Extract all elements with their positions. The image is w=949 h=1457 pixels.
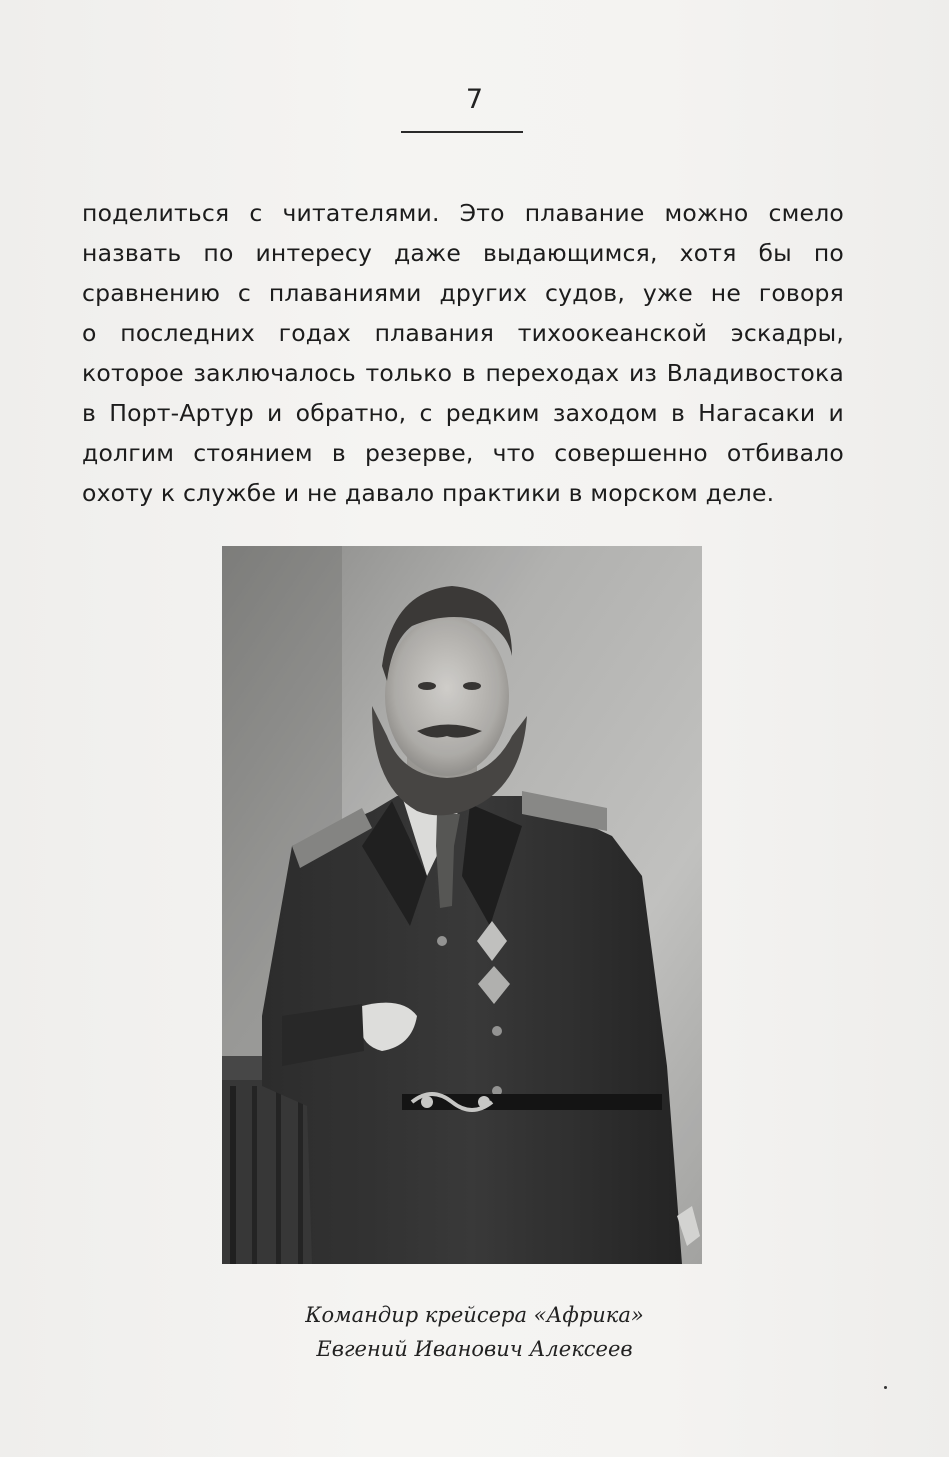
page-number-rule xyxy=(401,131,523,133)
body-paragraph xyxy=(82,193,844,513)
portrait-photo xyxy=(222,546,702,1264)
caption-line-2: Евгений Иванович Алексеев xyxy=(316,1337,633,1361)
body-line-2: назвать по интересу даже выдающимся, хотя бы по xyxy=(82,239,844,267)
body-line-3: сравнению с плаваниями других судов, уже не говоря xyxy=(82,279,844,307)
body-line-5: которое заключалось только в переходах из Владивостока xyxy=(82,359,844,387)
print-speck xyxy=(884,1386,887,1389)
photo-caption xyxy=(0,1298,949,1366)
body-line-6: в Порт-Артур и обратно, с редким заходом в Нагасаки и xyxy=(82,399,844,427)
portrait-photo-icon xyxy=(222,546,702,1264)
body-line-4: о последних годах плавания тихоокеанской эскадры, xyxy=(82,319,844,347)
caption-line-1: Командир крейсера «Африка» xyxy=(305,1303,644,1327)
page-number: 7 xyxy=(465,84,484,115)
body-line-7: долгим стоянием в резерве, что совершенно отбивало xyxy=(82,439,844,467)
body-line-8: охоту к службе и не давало практики в морском деле. xyxy=(82,479,775,507)
body-line-1: поделиться с читателями. Это плавание можно смело xyxy=(82,199,844,227)
